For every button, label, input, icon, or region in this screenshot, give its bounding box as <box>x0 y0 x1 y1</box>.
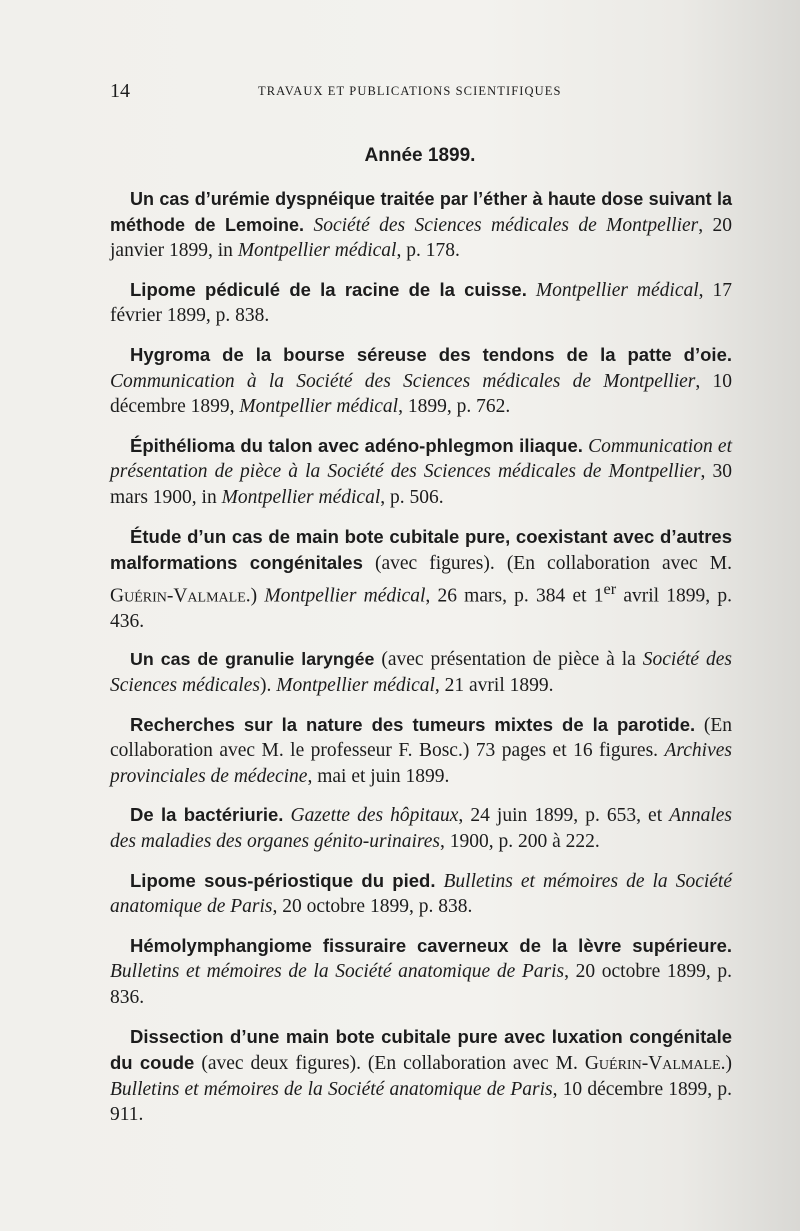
entry-title: Un cas d’urémie dyspnéique traitée par l’éther à haute dose suivant la méthode de Lemoine. <box>110 189 732 235</box>
entry-details: , 1900, p. 200 à 222. <box>440 830 600 852</box>
entry-source: Société des Sciences médicales <box>110 649 733 696</box>
entry-details: (avec deux figures). (En collaboration avec M. <box>194 1053 585 1075</box>
entry-details: , 17 février 1899, p. 838. <box>110 279 733 327</box>
entry-source: Montpellier médical <box>276 675 435 696</box>
publication-list <box>110 187 732 1141</box>
entry-details: , p. 506. <box>380 486 444 508</box>
entry-title: Recherches sur la nature des tumeurs mixtes de la parotide. <box>130 713 696 735</box>
entry-details: (avec présentation de pièce à la <box>374 649 643 671</box>
publication-entry <box>110 802 732 854</box>
entry-title: Lipome sous-périostique du pied. <box>130 869 436 891</box>
publication-entry <box>110 277 732 329</box>
publication-entry <box>110 647 732 698</box>
entry-details: avril 1899, p. 436. <box>110 585 733 632</box>
entry-details: (En collaboration avec M. le professeur F. Bosc.) 73 pages et 16 figures. <box>110 714 732 762</box>
entry-details: ). <box>259 675 277 696</box>
entry-source: Communication et présentation de pièce à la Société des Sciences médicales de Montpellier <box>110 435 733 483</box>
entry-title: Dissection d’une main bote cubitale pure avec luxation congénitale du coude <box>110 1025 732 1074</box>
entry-details: , 1899, p. 762. <box>398 396 511 418</box>
collaborator-name: Guérin-Valmale <box>584 1053 721 1075</box>
page-number: 14 <box>110 80 130 102</box>
entry-details: , mai et juin 1899. <box>307 765 450 787</box>
entry-details: , 26 mars, p. 384 et 1 <box>425 585 604 607</box>
entry-details: , 21 avril 1899. <box>434 675 554 696</box>
entry-details: , 30 mars 1900, in <box>110 461 732 508</box>
entry-details: , 24 juin 1899, p. 653, et <box>458 805 670 827</box>
entry-source: Annales des maladies des organes génito-urinaires <box>110 805 733 852</box>
entry-source: Montpellier médical <box>221 486 381 508</box>
entry-details: .) <box>720 1053 732 1075</box>
entry-source: Montpellier médical <box>535 279 699 301</box>
publication-entry <box>110 342 732 420</box>
publication-entry <box>110 524 732 635</box>
entry-details: , 20 octobre 1899, p. 838. <box>272 896 473 918</box>
publication-entry <box>110 1024 732 1128</box>
entry-title: Hygroma de la bourse séreuse des tendons de la patte d’oie. <box>130 343 732 365</box>
entry-source: Montpellier médical <box>237 240 397 262</box>
entry-source: Bulletins et mémoires de la Société anatomique de Paris <box>110 1078 553 1100</box>
page-header <box>110 80 730 102</box>
entry-details: (avec figures). (En collaboration avec M. <box>362 553 732 575</box>
entry-title: Un cas de granulie laryngée <box>130 649 375 670</box>
entry-source: Bulletins et mémoires de la Société anatomique de Paris <box>110 870 732 918</box>
entry-details: , p. 178. <box>396 240 460 262</box>
publication-entry <box>110 712 732 790</box>
entry-title: Étude d’un cas de main bote cubitale pure, coexistant avec d’autres malformations congénitales <box>110 525 732 574</box>
entry-title: Lipome pédiculé de la racine de la cuisse. <box>130 278 527 300</box>
entry-source: Archives provinciales de médecine <box>110 740 732 787</box>
entry-title: De la bactériurie. <box>130 804 284 826</box>
entry-source: Société des Sciences médicales de Montpellier <box>313 214 699 236</box>
entry-source: Bulletins et mémoires de la Société anatomique de Paris <box>110 961 565 983</box>
entry-source: Gazette des hôpitaux <box>290 805 459 827</box>
publication-entry <box>110 933 732 1011</box>
collaborator-name: Guérin-Valmale <box>110 585 246 607</box>
entry-details: , 20 janvier 1899, in <box>110 214 733 262</box>
entry-details: , 10 décembre 1899, <box>110 370 733 418</box>
publication-entry <box>110 868 732 920</box>
publication-entry <box>110 433 732 511</box>
running-title: TRAVAUX ET PUBLICATIONS SCIENTIFIQUES <box>258 84 562 98</box>
entry-details: , 20 octobre 1899, p. 836. <box>110 961 732 1008</box>
entry-details: .) <box>245 585 265 607</box>
entry-title: Épithélioma du talon avec adéno-phlegmon iliaque. <box>130 434 583 456</box>
entry-title: Hémolymphangiome fissuraire caverneux de la lèvre supérieure. <box>130 934 732 956</box>
publication-entry <box>110 187 732 264</box>
entry-source: Montpellier médical <box>239 396 399 418</box>
section-title: Année 1899. <box>364 145 476 166</box>
entry-source: Communication à la Société des Sciences médicales de Montpellier <box>110 370 696 392</box>
entry-source: Montpellier médical <box>264 585 426 607</box>
entry-details: , 10 décembre 1899, p. 911. <box>110 1078 732 1126</box>
superscript: er <box>603 579 617 598</box>
